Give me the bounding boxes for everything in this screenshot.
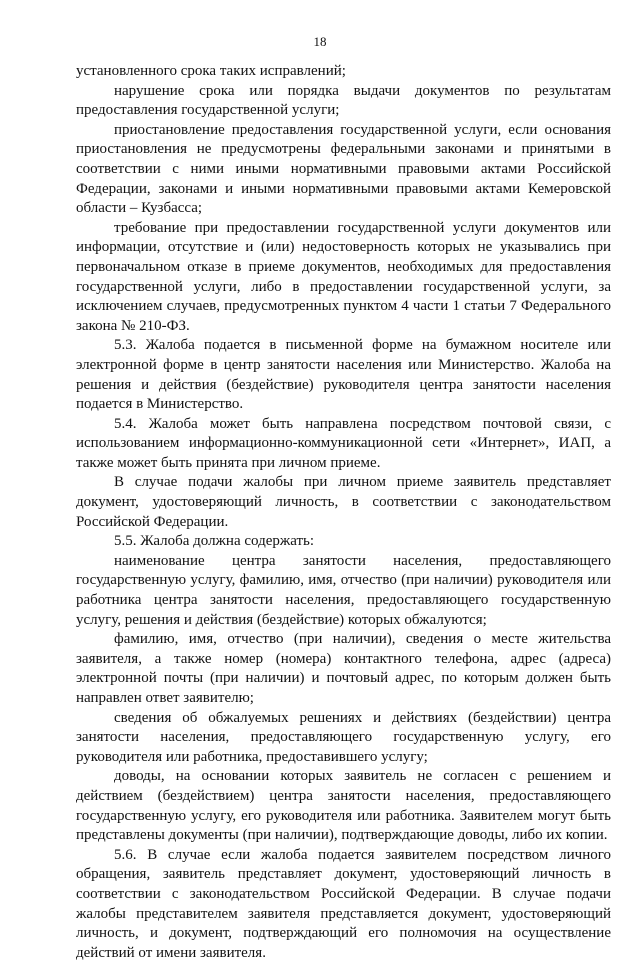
paragraph: фамилию, имя, отчество (при наличии), сведения о месте жительства заявителя, а также номер (номера) контактного телефона, адрес (адреса) электронной почты (при наличии) и почтовый адрес, по которым должен быть направлен ответ заявителю; xyxy=(76,631,611,706)
paragraph: доводы, на основании которых заявитель не согласен с решением и действием (бездействием) центра занятости населения, предоставляющего государственную услугу, его руководителя или работника. Заявителем могут быть представлены документы (при наличии), подтверждающие доводы, либо их копии. xyxy=(76,768,611,844)
paragraph: 5.3. Жалоба подается в письменной форме на бумажном носителе или электронной форме в центр занятости населения или Министерство. Жалоба на решения и действия (бездействие) руководителя центра занятости населения подается в Министерство. xyxy=(76,337,611,413)
paragraph: требование при предоставлении государственной услуги документов или информации, отсутствие и (или) недостоверность которых не указывались при первоначальном отказе в приеме документов, необходимых для предоставления государственной услуги, либо в предоставлении государственной услуги, за исключением случаев, предусмотренных пунктом 4 части 1 статьи 7 Федерального закона № 210-ФЗ. xyxy=(76,219,611,334)
paragraph: установленного срока таких исправлений; xyxy=(76,63,346,79)
paragraph: 5.5. Жалоба должна содержать: xyxy=(114,533,315,550)
paragraph: 5.6. В случае если жалоба подается заявителем посредством личного обращения, заявитель представляет документ, удостоверяющий личность в соответствии с законодательством Российской Федерации. В случае подачи жалобы представителем заявителя представляется документ, удостоверяющий личность, и документ, подтверждающий его полномочия на осуществление действий от имени заявителя. xyxy=(76,846,611,961)
paragraph: нарушение срока или порядка выдачи документов по результатам предоставления государственной услуги; xyxy=(76,82,611,119)
paragraph: приостановление предоставления государственной услуги, если основания приостановления не предусмотрены федеральными законами и принятыми в соответствии с ними иными нормативными правовыми актами Российской Федерации, законами и иными нормативными правовыми актами Кемеровской области – Кузбасса; xyxy=(76,121,611,217)
paragraph: В случае подачи жалобы при личном приеме заявитель представляет документ, удостоверяющий личность, в соответствии с законодательством Российской Федерации. xyxy=(76,474,611,530)
page-number: 18 xyxy=(313,34,327,49)
paragraph: 5.4. Жалоба может быть направлена посредством почтовой связи, с использованием информационно-коммуникационной сети «Интернет», ИАП, а также может быть принята при личном приеме. xyxy=(76,415,611,471)
paragraph: сведения об обжалуемых решениях и действиях (бездействии) центра занятости населения, предоставляющего государственную услугу, его руководителя или работника, предоставившего услугу; xyxy=(76,709,611,765)
paragraph: наименование центра занятости населения, предоставляющего государственную услугу, фамилию, имя, отчество (при наличии) руководителя или работника центра занятости населения, предоставляющего государственную услугу, решения и действия (бездействие) которых обжалуются; xyxy=(76,552,611,628)
document-body xyxy=(76,62,611,963)
